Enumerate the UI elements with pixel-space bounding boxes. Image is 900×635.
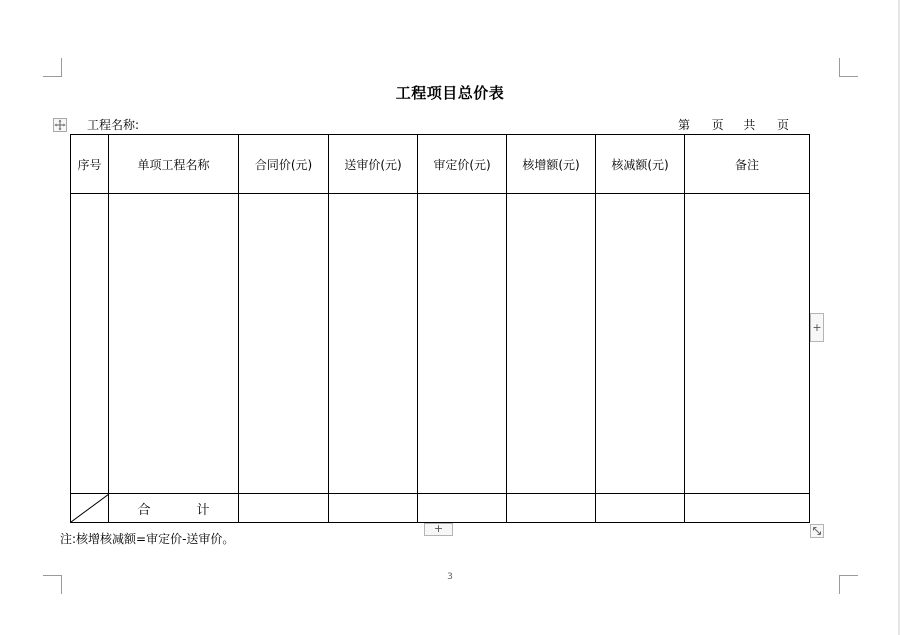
- header-cell-contract-price[interactable]: 合同价(元): [239, 135, 329, 194]
- footnote: 注:核增核减额=审定价-送审价。: [60, 532, 235, 546]
- table-total-row: [71, 494, 810, 523]
- total-cell[interactable]: [418, 494, 507, 523]
- page-info-gong: 共: [743, 118, 756, 132]
- body-cell[interactable]: [418, 194, 507, 494]
- move-arrows-icon: [54, 119, 66, 131]
- table-body-row: [71, 194, 810, 494]
- table-move-handle[interactable]: [53, 118, 67, 132]
- header-cell-decrease[interactable]: 核减额(元): [596, 135, 685, 194]
- page-info-di: 第: [678, 118, 691, 132]
- page-corner-mark-top-right: [839, 58, 858, 77]
- total-cell[interactable]: [596, 494, 685, 523]
- add-column-button[interactable]: +: [810, 313, 824, 342]
- total-label-cell[interactable]: [109, 494, 239, 523]
- page-info-ye: 页: [711, 118, 724, 132]
- body-cell[interactable]: [685, 194, 810, 494]
- body-cell[interactable]: [71, 194, 109, 494]
- header-cell-item-name[interactable]: 单项工程名称: [109, 135, 239, 194]
- table-header-row: [71, 135, 810, 194]
- body-cell[interactable]: [109, 194, 239, 494]
- body-cell[interactable]: [507, 194, 596, 494]
- diagonal-line: [71, 494, 109, 522]
- add-row-button[interactable]: +: [424, 523, 453, 536]
- document-title: 工程项目总价表: [395, 84, 505, 102]
- total-diagonal-cell[interactable]: [71, 494, 109, 523]
- header-cell-approved-price[interactable]: 审定价(元): [418, 135, 507, 194]
- header-cell-increase[interactable]: 核增额(元): [507, 135, 596, 194]
- body-cell[interactable]: [239, 194, 329, 494]
- page-corner-mark-top-left: [43, 58, 62, 77]
- page-info: [678, 116, 789, 133]
- total-cell[interactable]: [239, 494, 329, 523]
- total-cell[interactable]: [507, 494, 596, 523]
- body-cell[interactable]: [329, 194, 418, 494]
- resize-diagonal-icon: [811, 525, 823, 537]
- total-label-ji: 计: [196, 502, 210, 518]
- header-cell-index[interactable]: 序号: [71, 135, 109, 194]
- price-table: [70, 134, 810, 523]
- table-resize-handle[interactable]: [810, 524, 824, 538]
- body-cell[interactable]: [596, 194, 685, 494]
- page-number: 3: [447, 572, 453, 582]
- total-cell[interactable]: [685, 494, 810, 523]
- total-label-he: 合: [137, 502, 151, 518]
- header-cell-remarks[interactable]: 备注: [685, 135, 810, 194]
- header-cell-submitted-price[interactable]: 送审价(元): [329, 135, 418, 194]
- project-name-label: 工程名称:: [87, 118, 140, 132]
- total-cell[interactable]: [329, 494, 418, 523]
- page-info-ye-total: 页: [777, 118, 790, 132]
